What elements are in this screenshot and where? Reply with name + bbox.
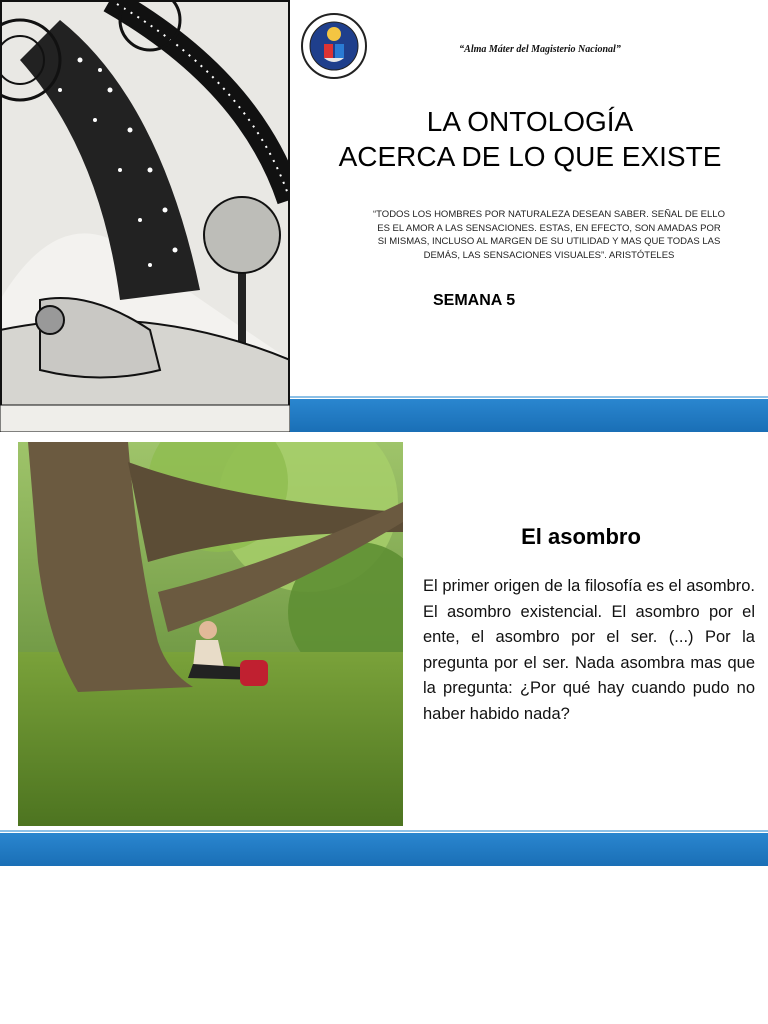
flammarion-engraving-image: [0, 0, 290, 432]
week-label: SEMANA 5: [433, 292, 516, 309]
body-paragraph: El primer origen de la filosofía es el asombro. El asombro existencial. El asombro por el ente, el asombro por el ser. (...) Por la pregunta por el ser. Nada asombra mas que la pregunta: ¿Por qué hay cuando pudo no haber habido nada?: [423, 577, 755, 723]
accent-line: [290, 396, 768, 398]
title-line-1: LA ONTOLOGÍA: [426, 106, 634, 137]
section-heading: El asombro: [521, 524, 641, 549]
university-seal-icon: [300, 4, 368, 88]
motto: “Alma Máter del Magisterio Nacional”: [459, 44, 621, 55]
aristotle-quote: “TODOS LOS HOMBRES POR NATURALEZA DESEAN SABER. SEÑAL DE ELLO ES EL AMOR A LAS SENSACIONES. ESTAS, EN EFECTO, SON AMADAS POR SI MISMAS, INCLUSO AL MARGEN DE SU UTILIDAD Y MAS QUE TODAS LAS DEMÁS, LAS SENSACIONES VISUALES”. ARISTÓTELES: [373, 209, 725, 261]
accent-bar: [290, 399, 768, 432]
slide-title: [0, 0, 768, 432]
slide-asombro: [0, 432, 768, 866]
page-title: [310, 104, 750, 174]
tree-person-photo: [18, 442, 403, 826]
accent-bar: [0, 833, 768, 866]
title-line-2: ACERCA DE LO QUE EXISTE: [338, 141, 722, 172]
accent-line: [0, 830, 768, 832]
